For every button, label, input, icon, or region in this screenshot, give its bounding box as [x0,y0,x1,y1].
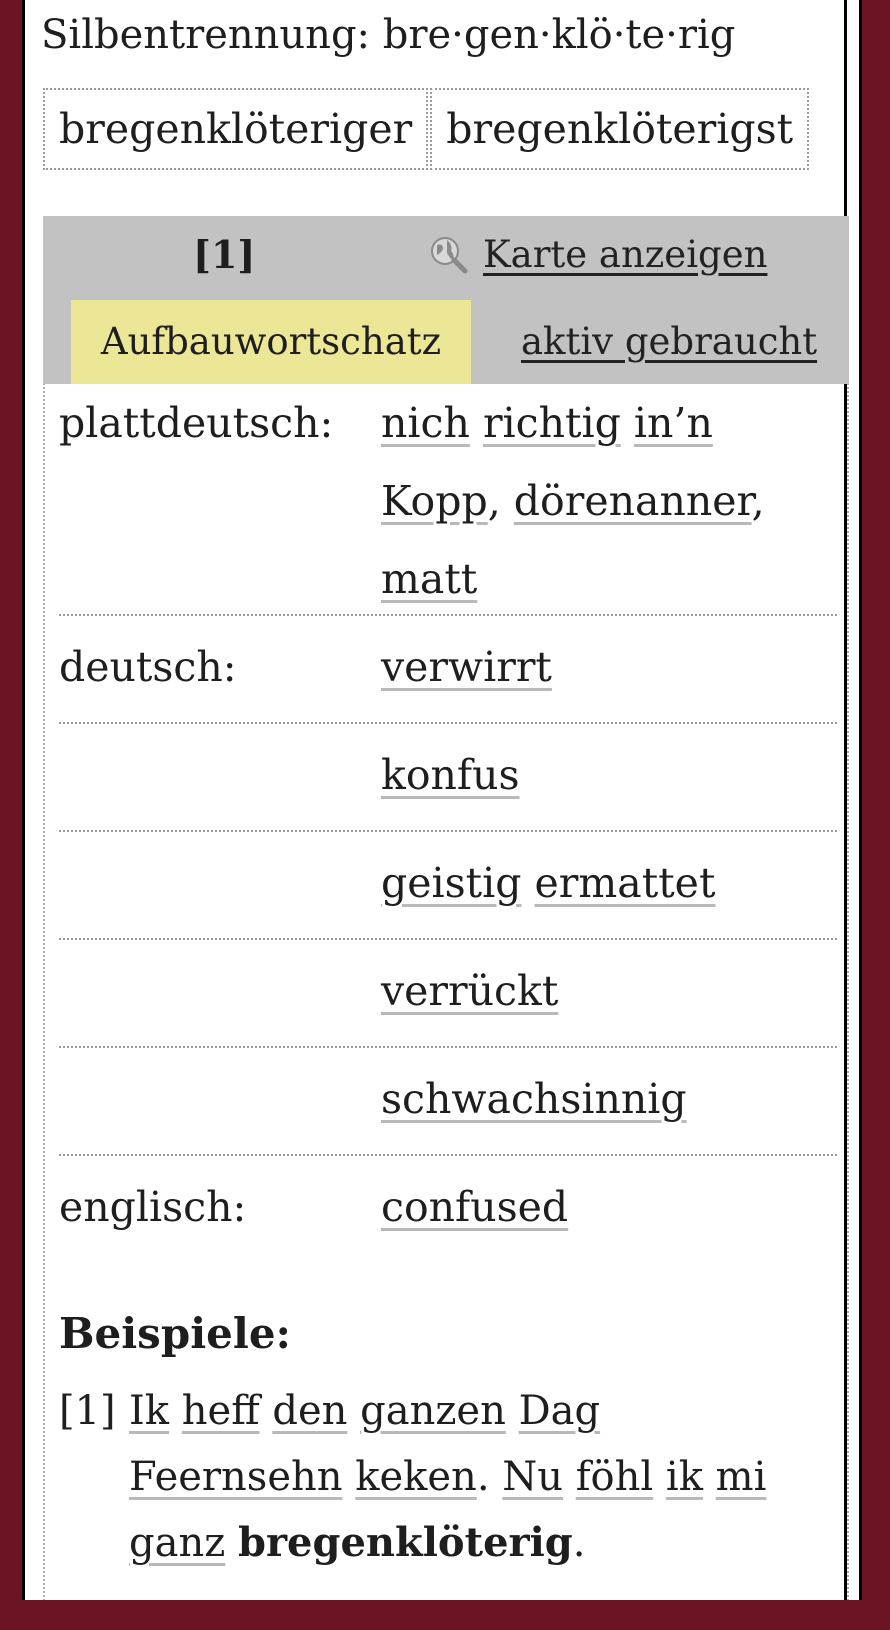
translation-link[interactable]: verwirrt [381,643,552,691]
word-link[interactable]: Nu [502,1454,564,1500]
translation-link[interactable]: richtig [482,399,621,447]
translation-words [381,736,801,814]
vocabulary-level-badge: Aufbauwortschatz [71,300,471,384]
translation-words [381,952,801,1030]
globe-search-icon [429,235,469,275]
superlative-form: bregenklöterigst [430,88,809,170]
example-headword: bregenklöterig [238,1519,573,1566]
translation-row [59,1156,837,1262]
translation-link[interactable]: schwachsinnig [381,1075,687,1123]
sense-number: [1] [193,232,256,277]
translation-row [59,832,837,940]
language-label: englisch: [59,1183,247,1231]
translation-link[interactable]: ermattet [534,859,716,907]
translation-link[interactable]: Kopp [381,477,488,525]
translation-words [381,844,801,922]
show-map-link[interactable] [429,230,767,280]
word-link[interactable]: Ik [129,1388,170,1434]
translation-words [381,1168,801,1246]
translation-row [59,384,837,616]
translation-row [59,724,837,832]
word-link[interactable]: Dag [518,1388,601,1434]
word-link[interactable]: mi [715,1454,767,1500]
content-page [22,0,862,1600]
translation-link[interactable]: matt [381,555,478,603]
word-link[interactable]: ik [665,1454,703,1500]
comparison-forms [43,88,811,170]
sense-header [43,216,849,384]
word-link[interactable]: ganz [129,1520,226,1566]
language-label: deutsch: [59,643,237,691]
word-link[interactable]: den [272,1388,348,1434]
language-label: plattdeutsch: [59,399,334,447]
comparative-form: bregenklöteriger [43,88,428,170]
hyphenation-text: Silbentrennung: bre·gen·klö·te·rig [41,12,736,58]
example-sentence: Ik heff den ganzen Dag Feernsehn keken. Nu föhl ik mi ganz bregenklöterig. [129,1388,767,1566]
example-number: [1] [59,1388,116,1434]
translation-row [59,1048,837,1156]
examples-heading: Beispiele: [59,1309,292,1358]
translation-row [59,940,837,1048]
translation-link[interactable]: confused [381,1183,569,1231]
translation-link[interactable]: nich [381,399,470,447]
translation-words [381,628,801,706]
translation-table [43,216,849,1600]
translation-words: nich richtig in’n Kopp, dörenanner, matt [381,399,765,603]
word-link[interactable]: ganzen [360,1388,506,1434]
show-map-label: Karte anzeigen [483,233,768,276]
word-link[interactable]: Feernsehn [129,1454,343,1500]
word-link[interactable]: heff [181,1388,260,1434]
usage-link[interactable]: aktiv gebraucht [521,320,818,363]
translation-link[interactable]: konfus [381,751,520,799]
translation-row [59,616,837,724]
translation-link[interactable]: dörenanner [513,477,752,525]
word-link[interactable]: föhl [575,1454,654,1500]
translation-link[interactable]: geistig [381,859,522,907]
translation-words [381,1060,801,1138]
translation-link[interactable]: verrückt [381,967,559,1015]
translation-link[interactable]: in’n [633,399,713,447]
word-link[interactable]: keken [355,1454,477,1500]
